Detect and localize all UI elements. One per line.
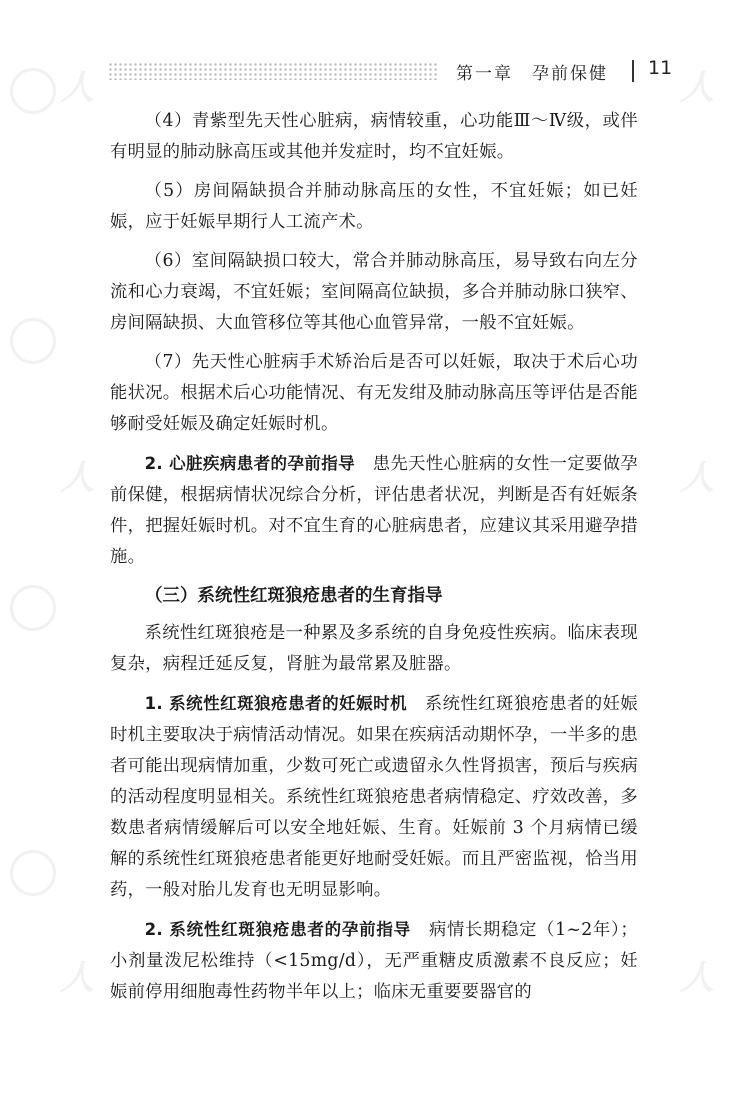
watermark-logo: [10, 318, 56, 364]
subheading-sle-guidance: 2. 系统性红斑狼疮患者的孕前指导: [144, 920, 411, 939]
header-dot-pattern: [108, 62, 438, 80]
page-number: 11: [648, 57, 673, 79]
subheading-sle-timing: 1. 系统性红斑狼疮患者的妊娠时机: [144, 694, 408, 713]
paragraph-sle-timing-text: 系统性红斑狼疮患者的妊娠时机主要取决于病情活动情况。如果在疾病活动期怀孕，一半多的患者可能出现病情加重，少数可死亡或遗留永久性肾损害，预后与疾病的活动程度明显相关。系统性红斑狼疮患者病情稳定、疗效改善，多数患者病情缓解后可以安全地妊娠、生育。妊娠前 3 个月病情已缓解的系统性红斑狼疮患者能更好地耐受妊娠。而且严密监视，恰当用药，一般对胎儿发育也无明显影响。: [110, 694, 638, 900]
paragraph-sle-timing: [110, 688, 638, 906]
paragraph-sle-guidance-text: 病情长期稳定（1~2年）；小剂量泼尼松维持（<15mg/d），无严重糖皮质激素不良反应；妊娠前停用细胞毒性药物半年以上；临床无重要要器官的: [110, 920, 639, 1002]
header-separator: [632, 60, 634, 82]
paragraph-7: （7）先天性心脏病手术矫治后是否可以妊娠，取决于术后心功能状况。根据术后心功能情况、有无发绀及肺动脉高压等评估是否能够耐受妊娠及确定妊娠时机。: [110, 352, 638, 434]
paragraph-sle-intro: 系统性红斑狼疮是一种累及多系统的自身免疫性疾病。临床表现复杂，病程迁延反复，肾脏为最常累及脏器。: [110, 623, 638, 674]
watermark-logo: [10, 850, 56, 896]
page-header: [0, 52, 730, 92]
paragraph-6: （6）室间隔缺损口较大，常合并肺动脉高压，易导致右向左分流和心力衰竭，不宜妊娠；室间隔高位缺损，多合并肺动脉口狭窄、房间隔缺损、大血管移位等其他心血管异常，一般不宜妊娠。: [110, 251, 638, 333]
watermark-logo: [10, 585, 56, 631]
watermark-glyph: 人: [680, 458, 714, 498]
paragraph-5: （5）房间隔缺损合并肺动脉高压的女性，不宜妊娠；如已妊娠，应于妊娠早期行人工流产术。: [110, 181, 638, 232]
paragraph-4: （4）青紫型先天性心脏病，病情较重，心功能Ⅲ～Ⅳ级，或伴有明显的肺动脉高压或其他并发症时，均不宜妊娠。: [110, 111, 638, 162]
chapter-title: 第一章 孕前保健: [456, 64, 608, 84]
watermark-glyph: 人: [60, 958, 94, 998]
watermark-glyph: 人: [60, 68, 94, 108]
watermark-glyph: 人: [60, 458, 94, 498]
paragraph-heart-guidance: [110, 448, 638, 573]
subheading-heart-guidance: 2. 心脏疾病患者的孕前指导: [144, 454, 356, 473]
watermark-glyph: 人: [680, 958, 714, 998]
page-body: [110, 106, 638, 1008]
paragraph-sle-guidance: [110, 914, 638, 1008]
paragraph-heart-guidance-text: 患先天性心脏病的女性一定要做孕前保健，根据病情状况综合分析，评估患者状况，判断是否有妊娠条件，把握妊娠时机。对不宜生育的心脏病患者，应建议其采用避孕措施。: [110, 454, 638, 567]
watermark-glyph: 人: [680, 68, 714, 108]
section-heading-sle: （三）系统性红斑狼疮患者的生育指导: [145, 586, 443, 606]
